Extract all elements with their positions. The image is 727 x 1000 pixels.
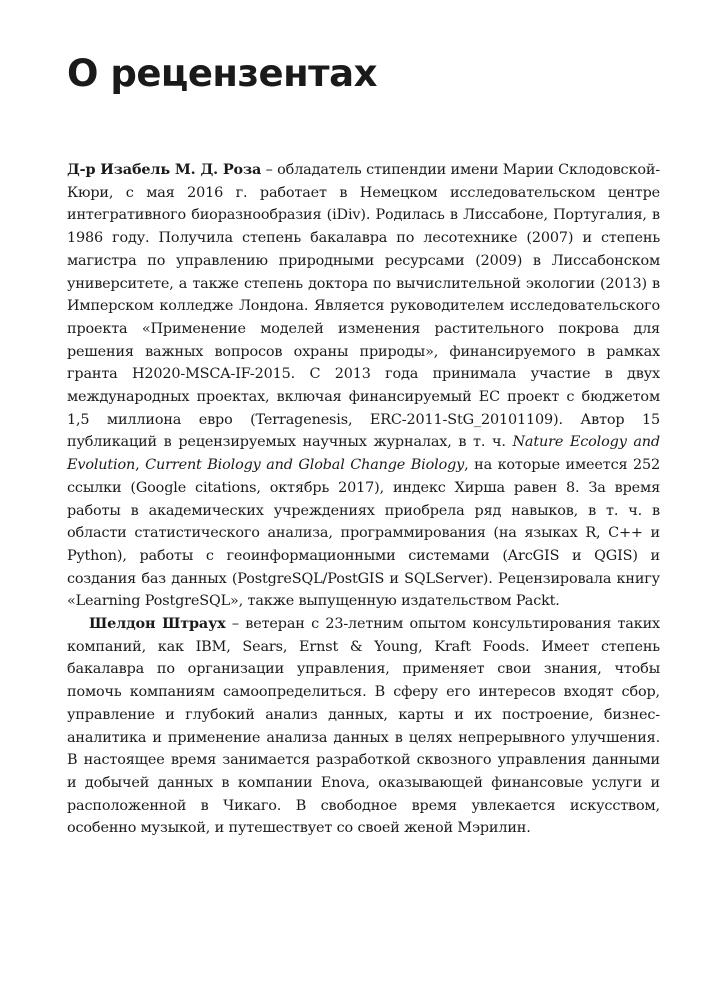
reviewer-bio-part: , на которые имеется 252 ссылки (Google citations, октябрь 2017), индекс Хирша равен 8. За время работы в академических учреждениях приобрела ряд навыков, в т. ч. в области статистического анализа, программирования (на языках R, C++ и Python), работы с геоинформационными системами (ArcGIS и QGIS) и создания баз данных (PostgreSQL/PostGIS и SQLServer). Рецензировала книгу «Learning PostgreSQL», также выпущенную издательством Packt. (67, 457, 660, 610)
separator: , (135, 457, 146, 474)
reviewer-bio: – ветеран с 23-летним опытом консультирования таких компаний, как IBM, Sears, Ernst & Young, Kraft Foods. Имеет степень бакалавра по организации управления, применяет свои знания, чтобы помочь компаниям самоопределиться. В сферу его интересов входят сбор, управление и глубокий анализ данных, карты и их построение, бизнес-аналитика и применение анализа данных в целях непрерывного улучшения. В настоящее время занимается разработкой сквозного управления данными и добычей данных в компании Enova, оказывающей финансовые услуги и расположенной в Чикаго. В свободное время увлекается искусством, особенно музыкой, и путешествует со своей женой Мэрилин. (67, 616, 660, 837)
journal-title: Current Biology and Global Change Biology (145, 457, 465, 474)
journal-title: Nature Ecology and Evolution (67, 434, 660, 474)
reviewer-paragraph-rosa (67, 159, 660, 613)
reviewer-name: Шелдон Штраух (89, 615, 226, 633)
reviewer-name: Д-р Изабель М. Д. Роза (67, 161, 262, 178)
page-title: О рецензентах (67, 52, 377, 95)
reviewer-paragraph-strauch (67, 613, 660, 840)
reviewers-section (67, 159, 660, 840)
reviewer-bio-part: – обладатель стипендии имени Марии Склодовской-Кюри, с мая 2016 г. работает в Немецком исследовательском центре интегративного биоразнообразия (iDiv). Родилась в Лиссабоне, Португалия, в 1986 году. Получила степень бакалавра по лесотехнике (2007) и степень магистра по управлению природными ресурсами (2009) в Лиссабонском университете, а также степень доктора по вычислительной экологии (2013) в Имперском колледже Лондона. Является руководителем исследовательского проекта «Применение моделей изменения растительного покрова для решения важных вопросов охраны природы», финансируемого в рамках гранта H2020-MSCA-IF-2015. С 2013 года принимала участие в двух международных проектах, включая финансируемый ЕС проект с бюджетом 1,5 миллиона евро (Terragenesis, ERC-2011-StG_20101109). Автор 15 публикаций в рецензируемых научных журналах, в т. ч. (67, 162, 660, 451)
